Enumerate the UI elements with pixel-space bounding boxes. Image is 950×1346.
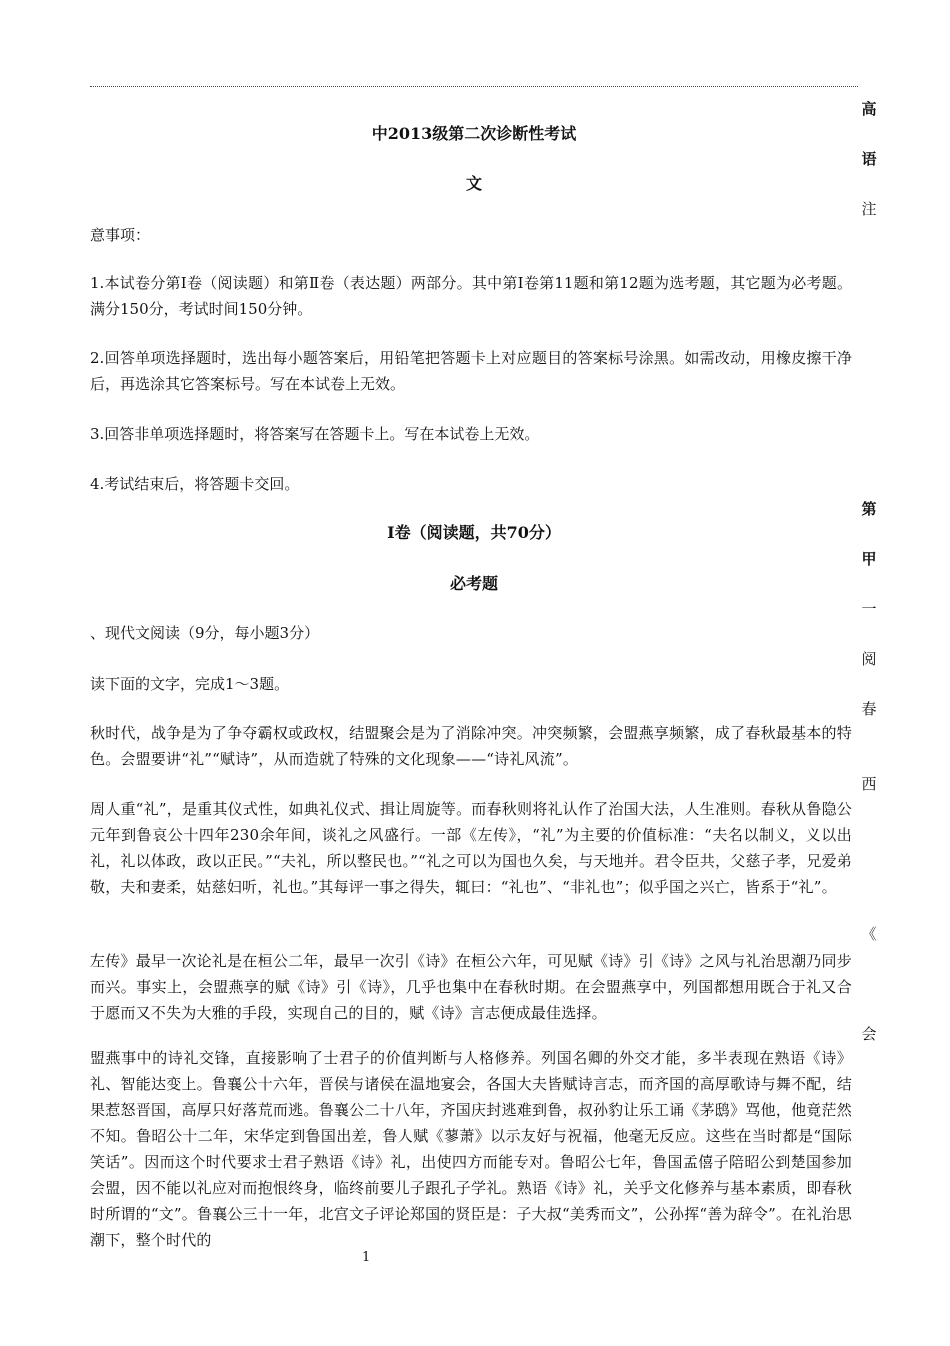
notice-item: 3.回答非单项选择题时，将答案写在答题卡上。写在本试卷上无效。	[90, 425, 540, 443]
notice-item: 2.回答单项选择题时，选出每小题答案后，用铅笔把答题卡上对应题目的答案标号涂黑。如需改动，用橡皮擦干净后，再选涂其它答案标号。写在本试卷上无效。	[90, 349, 852, 393]
article-paragraph: 左传》最早一次论礼是在桓公二年，最早一次引《诗》在桓公六年，可见赋《诗》引《诗》之风与礼治思潮乃同步而兴。事实上，会盟燕享的赋《诗》引《诗》，几乎也集中在春秋时期。在会盟燕享中，列国都想用既合于礼又合于愿而又不失为大雅的手段，实现自己的目的，赋《诗》言志便成最佳选择。	[90, 952, 852, 1022]
margin-char: 会	[861, 1025, 877, 1043]
margin-char: 春	[861, 700, 877, 718]
margin-char: 注	[861, 200, 877, 218]
margin-char: 《	[861, 925, 877, 943]
question-header: 、现代文阅读（9分，每小题3分）	[90, 624, 320, 642]
margin-char: 甲	[861, 550, 877, 568]
margin-char: 高	[861, 100, 877, 118]
article-paragraph: 秋时代，战争是为了争夺霸权或政权，结盟聚会是为了消除冲突。冲突频繁，会盟燕享频繁，成了春秋最基本的特色。会盟要讲“礼”“赋诗”，从而造就了特殊的文化现象——“诗礼风流”。	[90, 724, 852, 768]
margin-char: 西	[861, 775, 877, 793]
notice-item: 1.本试卷分第Ⅰ卷（阅读题）和第Ⅱ卷（表达题）两部分。其中第Ⅰ卷第11题和第12题为选考题，其它题为必考题。满分150分，考试时间150分钟。	[90, 274, 852, 318]
page-number: 1	[362, 1250, 371, 1265]
margin-char: 第	[861, 500, 877, 518]
margin-char: 语	[861, 150, 877, 168]
article-paragraph: 盟燕事中的诗礼交锋，直接影响了士君子的价值判断与人格修养。列国名卿的外交才能，多半表现在熟语《诗》礼、智能达变上。鲁襄公十六年，晋侯与诸侯在温地宴会，各国大夫皆赋诗言志，而齐国的高厚歌诗与舞不配，结果惹怒晋国，高厚只好落荒而逃。鲁襄公二十八年，齐国庆封逃难到鲁，叔孙豹让乐工诵《茅鸱》骂他，他竟茫然不知。鲁昭公十二年，宋华定到鲁国出差，鲁人赋《蓼萧》以示友好与祝福，他毫无反应。这些在当时都是“国际笑话”。因而这个时代要求士君子熟语《诗》礼，出使四方而能专对。鲁昭公七年，鲁国孟僖子陪昭公到楚国参加会盟，因不能以礼应对而抱恨终身，临终前要儿子跟孔子学礼。熟语《诗》礼，关乎文化修养与基本素质，即春秋时所谓的“文”。鲁襄公三十一年，北宫文子评论郑国的贤臣是：子大叔“美秀而文”，公孙挥“善为辞令”。在礼治思潮下，整个时代的	[90, 1049, 852, 1249]
notice-label: 意事项：	[90, 226, 151, 244]
section-subtitle: 必考题	[449, 574, 498, 593]
exam-subtitle: 文	[465, 174, 482, 193]
margin-char: 阅	[861, 650, 877, 668]
article-paragraph: 周人重“礼”，是重其仪式性，如典礼仪式、揖让周旋等。而春秋则将礼认作了治国大法，人生准则。春秋从鲁隐公元年到鲁哀公十四年230余年间，谈礼之风盛行。一部《左传》，“礼”为主要的价值标准：“夫名以制义，义以出礼，礼以体政，政以正民。”“夫礼，所以整民也。”“礼之可以为国也久矣，与天地并。君令臣共，父慈子孝，兄爱弟敬，夫和妻柔，姑慈妇听，礼也。”其每评一事之得失，辄曰：“礼也”、“非礼也”；似乎国之兴亡，皆系于“礼”。	[90, 800, 852, 896]
exam-title: 中2013级第二次诊断性考试	[371, 124, 577, 143]
margin-char: 一	[861, 600, 877, 618]
header-dotted-rule	[90, 86, 858, 87]
section-title: Ⅰ卷（阅读题，共70分）	[387, 523, 561, 542]
notice-item: 4.考试结束后，将答题卡交回。	[90, 475, 300, 493]
question-instruction: 读下面的文字，完成1～3题。	[90, 675, 290, 693]
